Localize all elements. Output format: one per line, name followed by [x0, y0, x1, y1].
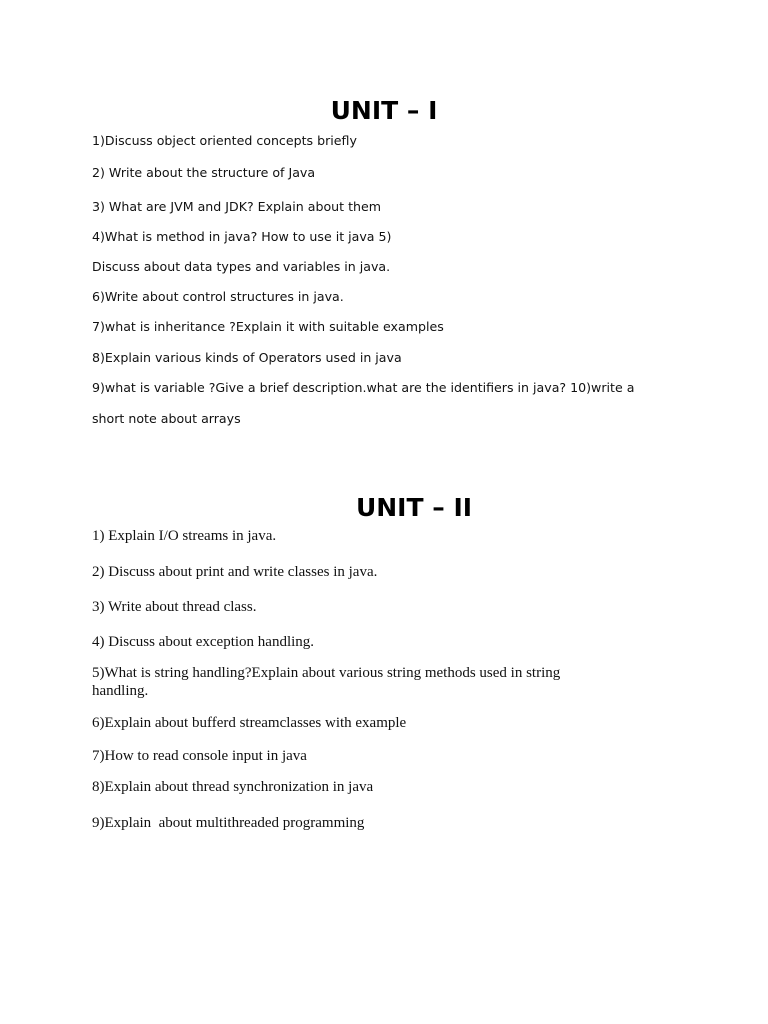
unit-2-question-line: 4) Discuss about exception handling. — [92, 634, 315, 650]
unit-2-question-line: 7)How to read console input in java — [92, 748, 307, 764]
unit-2-question-line: 6)Explain about bufferd streamclasses with example — [92, 715, 407, 731]
unit-1-heading: UNIT – I — [330, 96, 438, 125]
unit-2-heading: UNIT – II — [355, 493, 473, 522]
unit-1-question-line: 9)what is variable ?Give a brief description.what are the identifiers in java? 10)write a — [92, 380, 635, 395]
unit-2-question-line: 8)Explain about thread synchronization in java — [92, 779, 374, 795]
unit-2-question-line: handling. — [92, 683, 149, 699]
unit-2-question-line: 3) Write about thread class. — [92, 599, 257, 615]
unit-1-question-line: short note about arrays — [92, 411, 241, 426]
unit-1-question-line: 1)Discuss object oriented concepts briefly — [92, 133, 357, 148]
unit-1-question-line: 7)what is inheritance ?Explain it with suitable examples — [92, 319, 444, 334]
unit-1-question-line: 8)Explain various kinds of Operators used in java — [92, 350, 402, 365]
unit-1-question-line: Discuss about data types and variables in java. — [92, 259, 391, 274]
unit-2-question-line: 9)Explain about multithreaded programming — [92, 815, 365, 831]
unit-1-question-line: 2) Write about the structure of Java — [92, 165, 316, 180]
unit-2-question-line: 1) Explain I/O streams in java. — [92, 528, 277, 544]
unit-1-question-line: 6)Write about control structures in java. — [92, 289, 344, 304]
unit-2-question-line: 2) Discuss about print and write classes in java. — [92, 564, 378, 580]
unit-2-question-line: 5)What is string handling?Explain about various string methods used in string — [92, 665, 561, 681]
unit-1-question-line: 3) What are JVM and JDK? Explain about them — [92, 199, 382, 214]
unit-1-question-line: 4)What is method in java? How to use it java 5) — [92, 229, 392, 244]
